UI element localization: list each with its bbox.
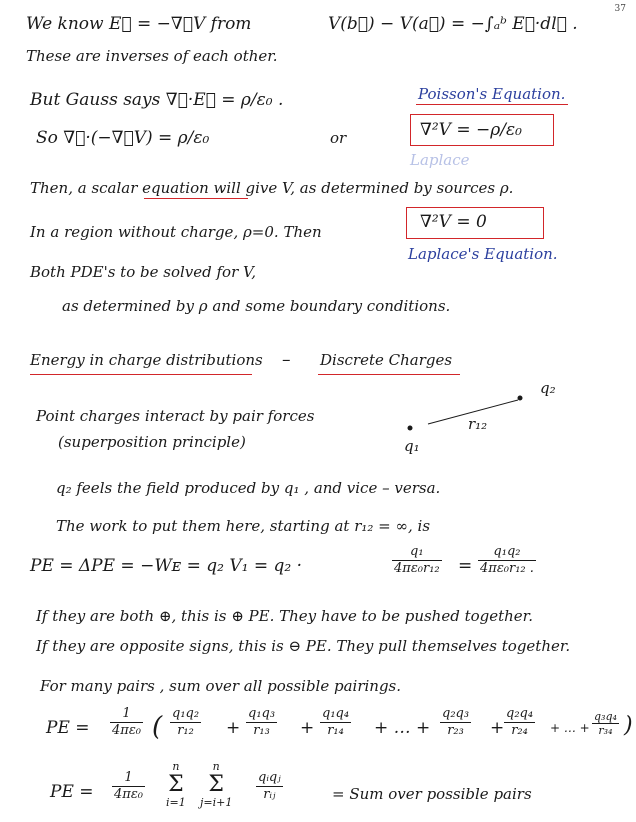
- label-q1: q₁: [404, 437, 420, 455]
- pe-equation: PE = ΔPE = −Wᴇ = q₂ V₁ = q₂ ·: [30, 556, 302, 576]
- term-q1q4-den: r₁₄: [327, 723, 344, 738]
- sum-over-j: [200, 760, 232, 810]
- charge-q1-dot: [408, 426, 413, 431]
- term-q1q2: [170, 706, 201, 739]
- line-potential-integral: V(b⃗) − V(a⃗) = −∫ₐᵇ E⃗·dl⃗ .: [328, 14, 578, 34]
- discrete-title: Discrete Charges: [320, 351, 453, 369]
- energy-title-underline: [30, 374, 252, 375]
- line-opposite-signs: If they are opposite signs, this is ⊖ PE. They pull themselves together.: [36, 637, 571, 655]
- pe-many-prefactor: [110, 706, 143, 739]
- scalar-equation-underline: [144, 198, 248, 199]
- line-region: In a region without charge, ρ=0. Then: [30, 223, 322, 241]
- line-we-know: We know E⃗ = −∇⃗V from: [26, 14, 252, 34]
- term-q1q4-num: q₁q₄: [322, 706, 350, 721]
- line-q2-feels: q₂ feels the field produced by q₁ , and vice – versa.: [56, 479, 441, 497]
- term-q2q3-den: r₂₃: [447, 723, 464, 738]
- term-q1q4: [320, 706, 351, 739]
- pe-sum-fraction-num: qᵢqⱼ: [258, 770, 281, 785]
- pe-fraction-1-den: 4πε₀r₁₂: [394, 561, 440, 576]
- line-or: or: [330, 129, 347, 147]
- pe-many-prefactor-den: 4πε₀: [112, 723, 142, 738]
- dots-1: + … +: [374, 718, 431, 738]
- poisson-title: Poisson's Equation.: [418, 85, 566, 103]
- pe-sum-rhs: = Sum over possible pairs: [332, 785, 532, 803]
- poisson-underline: [416, 104, 568, 105]
- pe-sum-prefactor-num: 1: [112, 770, 145, 787]
- label-r12: r₁₂: [468, 415, 488, 433]
- pe-sum-fraction: [256, 770, 283, 803]
- line-gauss: But Gauss says ∇⃗·E⃗ = ρ/ε₀ .: [30, 90, 284, 110]
- page-number: 37: [614, 4, 626, 14]
- term-q2q4: [504, 706, 535, 739]
- title-dash: –: [282, 350, 291, 370]
- laplace-equation: ∇²V = 0: [420, 212, 487, 232]
- label-q2: q₂: [540, 379, 556, 397]
- pe-fraction-2-num: q₁q₂: [478, 544, 536, 561]
- term-q1q2-num: q₁q₂: [172, 706, 200, 721]
- laplace-title: Laplace's Equation.: [408, 245, 558, 263]
- pe-many-lhs: PE =: [46, 718, 90, 738]
- pe-sum-prefactor-den: 4πε₀: [114, 787, 144, 802]
- term-q1q3: [246, 706, 277, 739]
- poisson-equation: ∇²V = −ρ/ε₀: [420, 120, 522, 140]
- term-q3q4: [592, 710, 619, 737]
- term-q3q4-num: q₃q₄: [594, 710, 617, 723]
- energy-title: Energy in charge distributions: [30, 351, 263, 369]
- term-q1q3-den: r₁₃: [253, 723, 270, 738]
- line-point-charges: Point charges interact by pair forces: [36, 407, 315, 425]
- pe-sum-lhs: PE =: [50, 782, 94, 802]
- sum-i-lower: i=1: [166, 796, 186, 809]
- sum-over-i: [166, 760, 186, 810]
- sum-i-upper: n: [172, 760, 180, 773]
- pe-equals: =: [458, 556, 473, 576]
- term-q1q2-den: r₁₂: [177, 723, 194, 738]
- sum-j-lower: j=i+1: [200, 796, 233, 809]
- pe-fraction-2-den: 4πε₀r₁₂ .: [480, 561, 534, 576]
- charge-q2-dot: [518, 396, 523, 401]
- discrete-title-underline: [318, 374, 460, 375]
- close-paren: ): [624, 713, 633, 738]
- term-q1q3-num: q₁q₃: [248, 706, 276, 721]
- line-so: So ∇⃗·(−∇⃗V) = ρ/ε₀: [36, 128, 210, 148]
- term-q2q3: [440, 706, 471, 739]
- line-inverses: These are inverses of each other.: [26, 47, 278, 65]
- line-work: The work to put them here, starting at r₁₂ = ∞, is: [56, 517, 431, 535]
- sum-j-sigma: Σ: [208, 772, 224, 797]
- sum-j-upper: n: [212, 760, 220, 773]
- open-paren: (: [152, 712, 163, 742]
- term-q2q3-num: q₂q₃: [442, 706, 470, 721]
- line-boundary: as determined by ρ and some boundary conditions.: [62, 297, 451, 315]
- pe-fraction-1: [392, 544, 442, 577]
- plus-3: +: [490, 718, 505, 738]
- term-q2q4-den: r₂₄: [511, 723, 528, 738]
- term-q3q4-den: r₃₄: [598, 724, 613, 737]
- pe-sum-prefactor: [112, 770, 145, 803]
- dots-2: + … +: [550, 721, 590, 735]
- sum-i-sigma: Σ: [168, 772, 184, 797]
- plus-1: +: [226, 718, 241, 738]
- pe-fraction-2: [478, 544, 536, 577]
- plus-2: +: [300, 718, 315, 738]
- pe-sum-fraction-den: rᵢⱼ: [263, 787, 276, 802]
- pe-many-prefactor-num: 1: [110, 706, 143, 723]
- faint-text: Laplace: [410, 151, 470, 169]
- line-superposition: (superposition principle): [58, 433, 246, 451]
- line-scalar-equation: Then, a scalar equation will give V, as determined by sources ρ.: [30, 179, 514, 197]
- line-many-pairs: For many pairs , sum over all possible pairings.: [40, 677, 402, 695]
- line-both-positive: If they are both ⊕, this is ⊕ PE. They have to be pushed together.: [36, 607, 533, 625]
- term-q2q4-num: q₂q₄: [506, 706, 534, 721]
- line-pdes: Both PDE's to be solved for V,: [30, 263, 256, 281]
- pe-fraction-1-num: q₁: [392, 544, 442, 561]
